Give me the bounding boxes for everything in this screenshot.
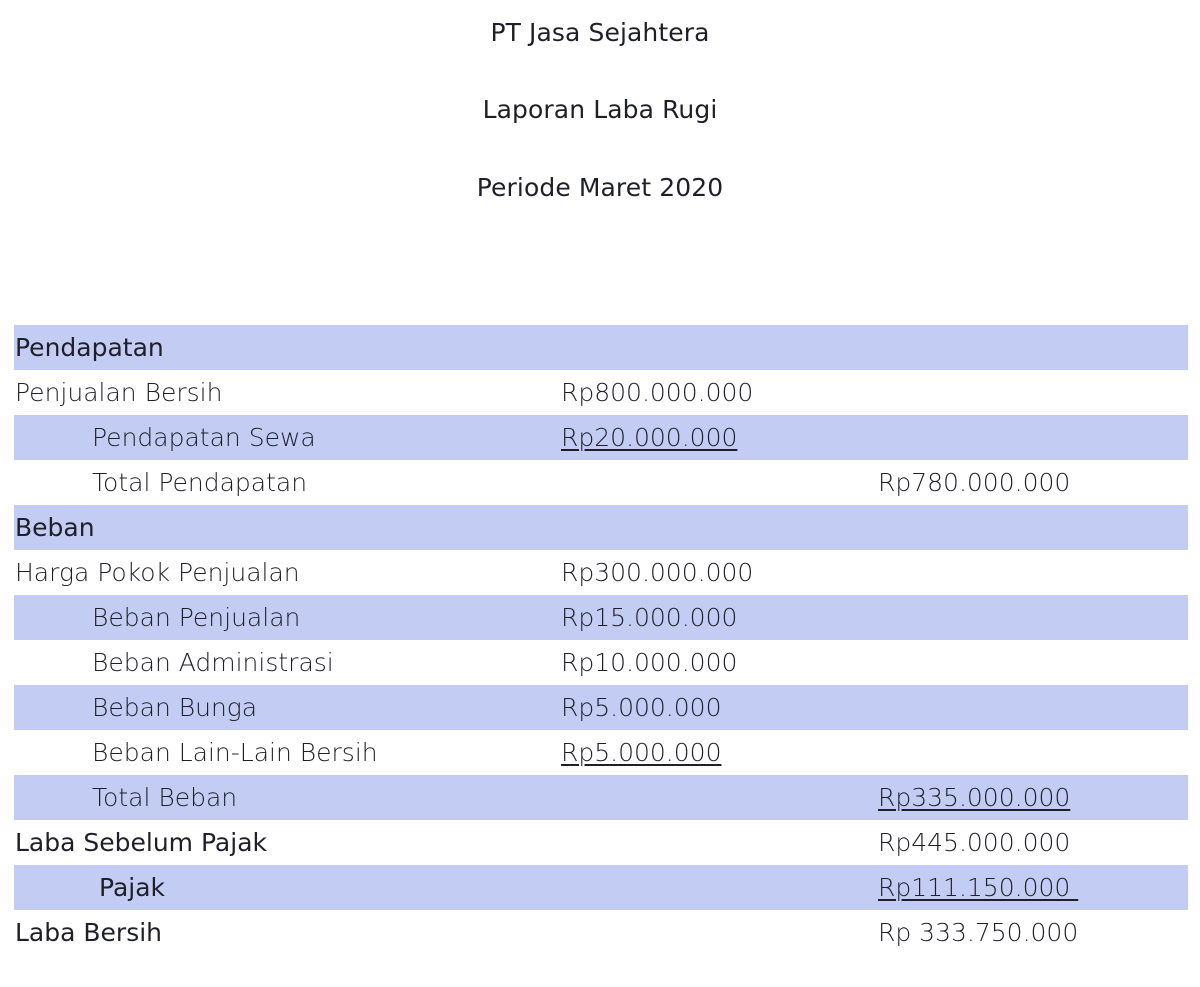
row-label: Penjualan Bersih [15, 378, 223, 407]
row-interest-expense [14, 685, 1188, 730]
row-amount: Rp5.000.000 [561, 738, 722, 767]
row-rental-revenue [14, 415, 1188, 460]
section-revenue [14, 325, 1188, 370]
income-statement-table [14, 325, 1188, 955]
row-total: Rp780.000.000 [878, 468, 1071, 497]
row-label: Harga Pokok Penjualan [15, 558, 300, 587]
row-net-income [14, 910, 1188, 955]
row-label: Beban Bunga [92, 693, 258, 722]
row-label: Pendapatan Sewa [92, 423, 316, 452]
row-selling-expense [14, 595, 1188, 640]
row-label: Total Pendapatan [92, 468, 308, 497]
row-tax [14, 865, 1188, 910]
row-profit-before-tax [14, 820, 1188, 865]
row-amount: Rp15.000.000 [561, 603, 738, 632]
row-label: Beban Lain-Lain Bersih [92, 738, 378, 767]
row-amount: Rp800.000.000 [561, 378, 754, 407]
row-label: Pendapatan [15, 333, 164, 362]
report-title: Laporan Laba Rugi [482, 95, 718, 124]
row-label: Beban Administrasi [92, 648, 334, 677]
row-total-revenue [14, 460, 1188, 505]
row-other-expense [14, 730, 1188, 775]
row-label: Laba Sebelum Pajak [15, 828, 267, 857]
row-label: Beban [15, 513, 95, 542]
row-amount: Rp10.000.000 [561, 648, 738, 677]
row-label: Beban Penjualan [92, 603, 301, 632]
row-amount: Rp5.000.000 [561, 693, 722, 722]
row-total: Rp 333.750.000 [878, 918, 1079, 947]
row-amount: Rp300.000.000 [561, 558, 754, 587]
row-cogs [14, 550, 1188, 595]
company-name: PT Jasa Sejahtera [490, 18, 710, 47]
row-label: Total Beban [92, 783, 238, 812]
row-total-expenses [14, 775, 1188, 820]
report-period: Periode Maret 2020 [476, 173, 724, 202]
row-net-sales [14, 370, 1188, 415]
row-total: Rp111.150.000 [878, 873, 1079, 902]
row-amount: Rp20.000.000 [561, 423, 738, 452]
row-total: Rp445.000.000 [878, 828, 1071, 857]
row-admin-expense [14, 640, 1188, 685]
row-label: Pajak [99, 873, 166, 902]
section-expenses [14, 505, 1188, 550]
row-total: Rp335.000.000 [878, 783, 1071, 812]
row-label: Laba Bersih [15, 918, 163, 947]
